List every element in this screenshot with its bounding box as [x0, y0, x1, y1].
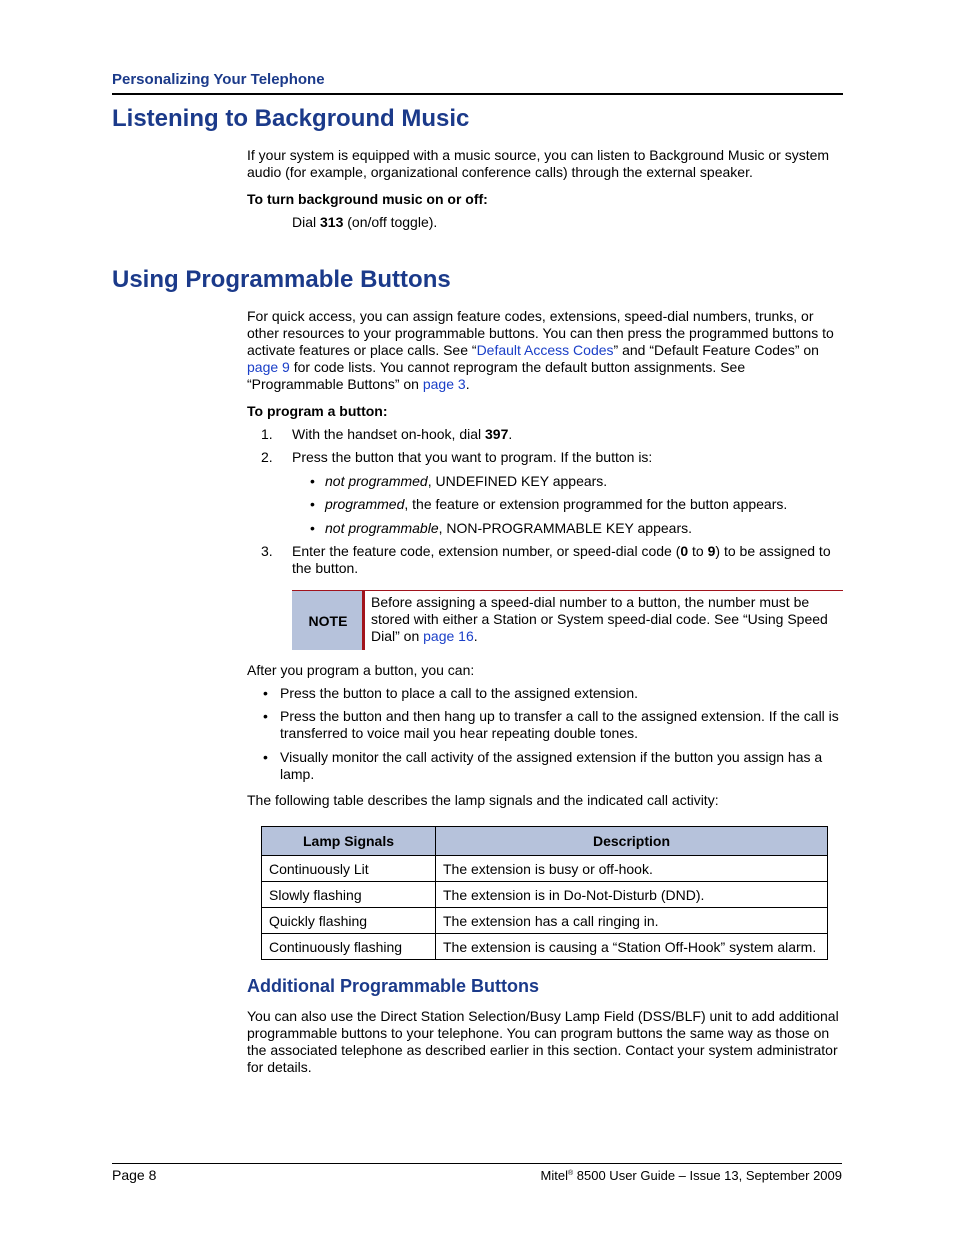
step-number: 1. [261, 426, 273, 442]
list-text [280, 749, 822, 783]
link-page-9[interactable]: page 9 [247, 359, 290, 375]
step-text: Press the button that you want to program. If the button is: [292, 449, 653, 465]
step-text [292, 426, 512, 443]
list-text [280, 708, 839, 742]
table-cell: The extension is busy or off-hook. [436, 856, 828, 882]
registered-mark: ® [567, 1170, 574, 1177]
note-label: NOTE [292, 591, 364, 650]
para-line [247, 359, 834, 376]
table-cell: Continuously flashing [262, 934, 436, 960]
header-rule [112, 93, 843, 95]
table-row [262, 908, 828, 934]
footer-doc-title [541, 1168, 842, 1183]
dial-suffix: (on/off toggle). [347, 214, 438, 230]
table-cell: Quickly flashing [262, 908, 436, 934]
list-line: Visually monitor the call activity of the assigned extension if the button you assign has a [280, 749, 823, 765]
step-line: the button. [292, 560, 359, 576]
table-row [262, 856, 828, 882]
text: Enter the feature code, extension number, or speed-dial code ( [292, 543, 681, 559]
table-intro: The following table describes the lamp signals and the indicated call activity: [247, 792, 719, 808]
text: for code lists. You cannot reprogram the default button assignments. See [289, 359, 746, 375]
doc-title: 8500 User Guide – Issue 13, September 2009 [573, 1168, 842, 1183]
text: programmed [325, 496, 405, 512]
para-line [247, 342, 834, 359]
list-line: Press the button and then hang up to transfer a call to the assigned extension. If the call is [280, 708, 839, 724]
section1-paragraph [247, 147, 829, 181]
dial-instruction [292, 214, 437, 231]
step-code: 397 [485, 426, 509, 442]
bullet-icon: • [263, 685, 268, 701]
bullet-icon: • [310, 473, 315, 489]
dial-code: 313 [320, 214, 344, 230]
bullet-icon: • [263, 708, 268, 724]
table-row [262, 882, 828, 908]
para-line: If your system is equipped with a music source, you can listen to Background Music or system [247, 147, 830, 163]
link-default-access-codes[interactable]: Default Access Codes [476, 342, 614, 358]
step-number: 3. [261, 543, 273, 559]
para-line: programmable buttons to your telephone. You can program buttons the same way as those on [247, 1025, 830, 1041]
section-title-programmable-buttons: Using Programmable Buttons [112, 266, 451, 293]
text: ) to be assigned to [715, 543, 831, 559]
link-page-16[interactable]: page 16 [423, 628, 474, 644]
note-line [371, 628, 841, 645]
para-line: You can also use the Direct Station Selection/Busy Lamp Field (DSS/BLF) unit to add additional [247, 1008, 839, 1024]
note-line: stored with either a Station or System speed-dial code. See “Using Speed [371, 611, 828, 627]
note-text [371, 594, 841, 645]
column-header-lamp-signals: Lamp Signals [262, 827, 436, 856]
para-line: other resources to your programmable buttons. You can then press the programmed buttons to [247, 325, 834, 341]
procedure-label-music: To turn background music on or off: [247, 191, 488, 207]
subsection-title-additional-buttons: Additional Programmable Buttons [247, 976, 540, 996]
text: With the handset on-hook, dial [292, 426, 486, 442]
step-item [261, 543, 841, 577]
note-top-rule [292, 590, 843, 591]
bullet-icon: • [310, 520, 315, 536]
table-cell: Slowly flashing [262, 882, 436, 908]
section3-paragraph [247, 1008, 839, 1076]
table-cell: The extension has a call ringing in. [436, 908, 828, 934]
text: not programmable [325, 520, 439, 536]
step-number: 2. [261, 449, 273, 465]
text: . [508, 426, 513, 442]
section2-intro [247, 308, 834, 393]
para-line [247, 376, 834, 393]
list-line: transferred to voice mail you hear repeating double tones. [280, 725, 638, 741]
para-line: audio (for example, organizational conference calls) through the external speaker. [247, 164, 753, 180]
page-number: Page 8 [112, 1167, 157, 1183]
text: not programmed [325, 473, 428, 489]
text: , UNDEFINED KEY appears. [427, 473, 608, 489]
footer-rule [112, 1163, 842, 1164]
step-code: 0 [680, 543, 689, 559]
bullet-icon: • [263, 749, 268, 765]
procedure-label-program: To program a button: [247, 403, 388, 419]
brand-name: Mitel [540, 1168, 568, 1183]
text: “Programmable Buttons” on [247, 376, 423, 392]
text: activate features or place calls. See “ [247, 342, 477, 358]
column-header-description: Description [436, 827, 828, 856]
para-line: for details. [247, 1059, 312, 1075]
list-text [325, 496, 787, 513]
text: . [465, 376, 470, 392]
para-line: the associated telephone as described earlier in this section. Contact your system administrator [247, 1042, 838, 1058]
table-header-row [262, 827, 828, 856]
link-page-3[interactable]: page 3 [422, 376, 466, 392]
section-title-background-music: Listening to Background Music [112, 105, 470, 132]
list-line: lamp. [280, 766, 315, 782]
text: , the feature or extension programmed for the button appears. [404, 496, 788, 512]
step-text [292, 543, 831, 577]
step-line [292, 543, 831, 560]
after-program-label: After you program a button, you can: [247, 662, 475, 678]
bullet-icon: • [310, 496, 315, 512]
para-line: For quick access, you can assign feature codes, extensions, speed-dial numbers, trunks, or [247, 308, 814, 324]
table-cell: The extension is in Do-Not-Disturb (DND). [436, 882, 828, 908]
step-code: 9 [707, 543, 716, 559]
lamp-signals-table [261, 826, 828, 960]
list-text: Press the button to place a call to the assigned extension. [280, 685, 639, 701]
note-line: Before assigning a speed-dial number to a button, the number must be [371, 594, 810, 610]
text: to [688, 543, 708, 559]
text: Dial” on [371, 628, 424, 644]
table-cell: The extension is causing a “Station Off-Hook” system alarm. [436, 934, 828, 960]
list-text [325, 520, 692, 537]
table-row [262, 934, 828, 960]
dial-prefix: Dial [292, 214, 317, 230]
text: , NON-PROGRAMMABLE KEY appears. [438, 520, 692, 536]
text: . [473, 628, 478, 644]
list-text [325, 473, 607, 490]
text: ” and “Default Feature Codes” on [613, 342, 819, 358]
note-divider [362, 591, 365, 650]
running-head: Personalizing Your Telephone [112, 71, 325, 88]
table-cell: Continuously Lit [262, 856, 436, 882]
